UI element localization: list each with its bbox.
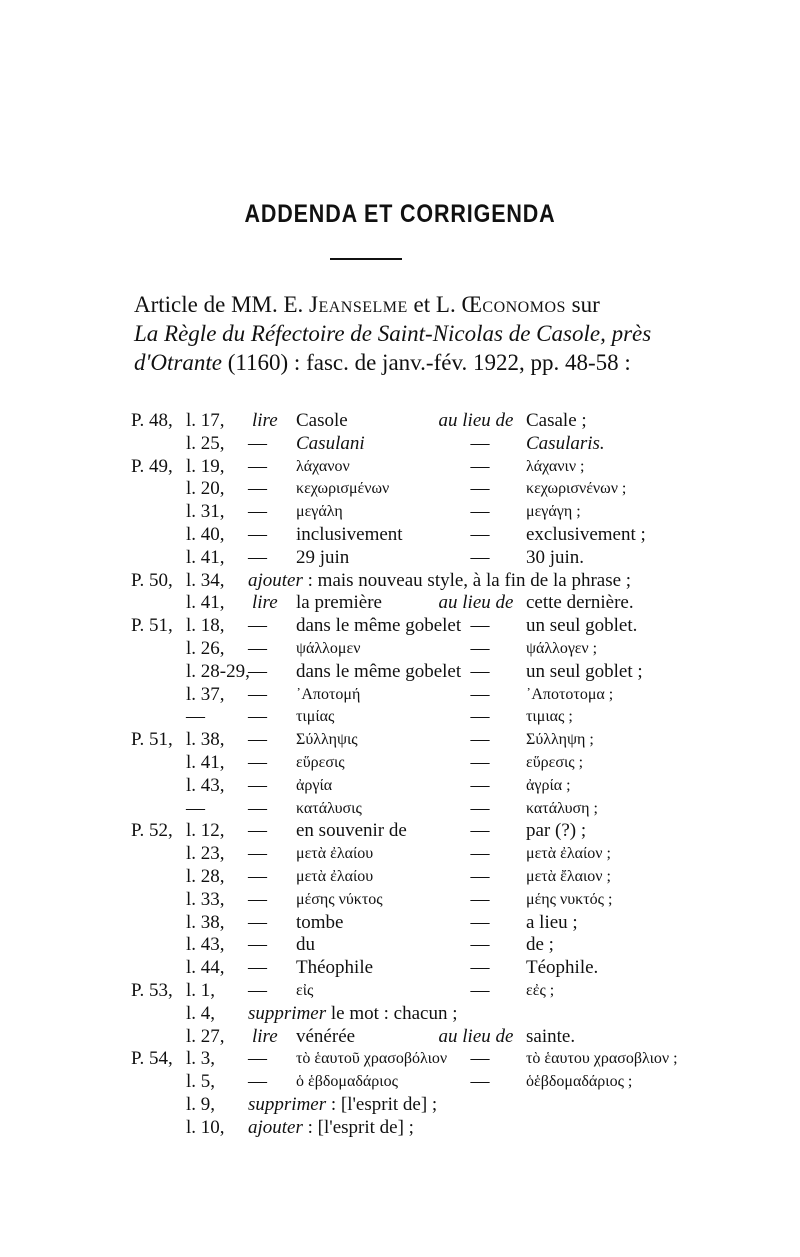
corrigenda-list bbox=[0, 410, 800, 1140]
replacement-text: vénérée bbox=[296, 1025, 356, 1047]
line-ref: l. 12, bbox=[186, 820, 225, 842]
instruction: — bbox=[470, 774, 490, 796]
replacement-text: ἀργία bbox=[296, 776, 333, 794]
instruction: — bbox=[470, 888, 490, 910]
replacement-text: tombe bbox=[296, 911, 344, 933]
line-ref: l. 40, bbox=[186, 523, 225, 545]
instruction: — bbox=[470, 751, 490, 773]
instruction: — bbox=[470, 615, 490, 637]
corrigenda-row bbox=[0, 524, 800, 547]
corrigenda-row bbox=[0, 1003, 800, 1026]
replacement-text: Σύλληψις bbox=[296, 731, 358, 749]
corrigenda-row bbox=[0, 980, 800, 1003]
replacement-text: μεγάλη bbox=[296, 503, 343, 521]
line-ref: l. 37, bbox=[186, 683, 225, 705]
corrigenda-row bbox=[0, 798, 800, 821]
line-ref: l. 41, bbox=[186, 751, 225, 773]
original-text: εὕρεσις ; bbox=[526, 753, 584, 771]
instruction: — bbox=[248, 751, 267, 773]
original-text: un seul goblet. bbox=[526, 615, 638, 637]
original-text: ὁἑβδομαδάριος ; bbox=[526, 1073, 633, 1091]
replacement-text: μέσης νύκτος bbox=[296, 890, 383, 908]
line-ref: l. 44, bbox=[186, 957, 225, 979]
line-ref: — bbox=[186, 797, 205, 819]
corrigenda-row bbox=[0, 570, 800, 593]
line-ref: l. 31, bbox=[186, 501, 225, 523]
corrigenda-row bbox=[0, 752, 800, 775]
instruction: — bbox=[248, 979, 267, 1001]
line-ref: l. 26, bbox=[186, 637, 225, 659]
instruction: — bbox=[470, 501, 490, 523]
instruction: — bbox=[248, 957, 267, 979]
original-text: sainte. bbox=[526, 1025, 576, 1047]
instruction-text: supprimer : [l'esprit de] ; bbox=[248, 1093, 438, 1115]
corrigenda-row bbox=[0, 1026, 800, 1049]
instruction: — bbox=[248, 478, 267, 500]
title-rule bbox=[330, 258, 402, 260]
instruction: — bbox=[248, 797, 267, 819]
instruction: — bbox=[470, 957, 490, 979]
instruction: — bbox=[248, 865, 267, 887]
corrigenda-row bbox=[0, 912, 800, 935]
original-text: κατάλυση ; bbox=[526, 799, 598, 817]
line-ref: l. 1, bbox=[186, 979, 216, 1001]
instruction: — bbox=[248, 934, 267, 956]
instruction: — bbox=[470, 455, 490, 477]
replacement-text: λάχανον bbox=[296, 457, 350, 475]
replacement-text: en souvenir de bbox=[296, 820, 407, 842]
author-name: Jeanselme bbox=[309, 292, 408, 317]
original-text: λάχανιν ; bbox=[526, 457, 585, 475]
line-ref: l. 23, bbox=[186, 843, 225, 865]
instruction: au lieu de bbox=[438, 410, 514, 431]
line-ref: l. 19, bbox=[186, 455, 225, 477]
corrigenda-row bbox=[0, 957, 800, 980]
original-text: par (?) ; bbox=[526, 820, 587, 842]
instruction: — bbox=[248, 911, 267, 933]
instruction: — bbox=[248, 729, 267, 751]
original-text: Casale ; bbox=[526, 410, 587, 431]
corrigenda-row bbox=[0, 410, 800, 433]
instruction: — bbox=[470, 706, 490, 728]
replacement-text: ᾿Αποτομή bbox=[296, 685, 361, 703]
corrigenda-row bbox=[0, 501, 800, 524]
instruction: — bbox=[470, 546, 490, 568]
corrigenda-row bbox=[0, 843, 800, 866]
line-ref: — bbox=[186, 706, 205, 728]
page-ref: P. 54, bbox=[131, 1048, 173, 1070]
corrigenda-row bbox=[0, 820, 800, 843]
corrigenda-row bbox=[0, 934, 800, 957]
instruction: — bbox=[248, 1048, 267, 1070]
line-ref: l. 20, bbox=[186, 478, 225, 500]
replacement-text: ψάλλομεν bbox=[296, 639, 361, 657]
instruction-text: ajouter : [l'esprit de] ; bbox=[248, 1116, 414, 1138]
original-text: un seul goblet ; bbox=[526, 660, 643, 682]
corrigenda-row bbox=[0, 661, 800, 684]
instruction: — bbox=[470, 637, 490, 659]
replacement-text: μετὰ ἐλαίου bbox=[296, 845, 374, 863]
replacement-text: 29 juin bbox=[296, 546, 350, 568]
instruction-text: supprimer le mot : chacun ; bbox=[248, 1002, 458, 1024]
replacement-text: τὸ ἑαυτοῦ χρασοβόλιον bbox=[296, 1050, 448, 1068]
corrigenda-row bbox=[0, 1094, 800, 1117]
replacement-text: ὁ ἑβδομαδάριος bbox=[296, 1073, 398, 1091]
page-ref: P. 51, bbox=[131, 729, 173, 751]
instruction: — bbox=[248, 706, 267, 728]
corrigenda-row bbox=[0, 592, 800, 615]
replacement-text: dans le même gobelet bbox=[296, 615, 462, 637]
replacement-text: Théophile bbox=[296, 957, 374, 979]
line-ref: l. 38, bbox=[186, 729, 225, 751]
corrigenda-row bbox=[0, 684, 800, 707]
corrigenda-row bbox=[0, 638, 800, 661]
corrigenda-row bbox=[0, 1048, 800, 1071]
replacement-text: la première bbox=[296, 592, 382, 614]
intro-text: sur bbox=[565, 292, 600, 317]
line-ref: l. 9, bbox=[186, 1093, 216, 1115]
original-text: exclusivement ; bbox=[526, 523, 646, 545]
instruction: — bbox=[248, 1071, 267, 1093]
instruction: — bbox=[248, 683, 267, 705]
original-text: a lieu ; bbox=[526, 911, 578, 933]
replacement-text: Casole bbox=[296, 410, 348, 431]
instruction-text: ajouter : mais nouveau style, à la fin de la phrase ; bbox=[248, 569, 632, 591]
instruction: — bbox=[248, 615, 267, 637]
instruction: — bbox=[248, 501, 267, 523]
intro-text: et L. bbox=[407, 292, 462, 317]
page-title: ADDENDA ET CORRIGENDA bbox=[244, 200, 556, 228]
line-ref: l. 28, bbox=[186, 865, 225, 887]
replacement-text: εἰς bbox=[296, 981, 314, 999]
author-name: Œconomos bbox=[461, 292, 566, 317]
instruction: — bbox=[470, 729, 490, 751]
replacement-text: Casulani bbox=[296, 432, 365, 454]
replacement-text: κεχωρισμένων bbox=[296, 480, 390, 498]
corrigenda-row bbox=[0, 729, 800, 752]
original-text: Casularis. bbox=[526, 432, 605, 454]
original-text: εἐς ; bbox=[526, 981, 555, 999]
replacement-text: du bbox=[296, 934, 315, 956]
instruction: — bbox=[248, 888, 267, 910]
instruction: — bbox=[470, 934, 490, 956]
corrigenda-row bbox=[0, 889, 800, 912]
original-text: Téophile. bbox=[526, 957, 599, 979]
corrigenda-row bbox=[0, 547, 800, 570]
instruction: — bbox=[470, 432, 490, 454]
corrigenda-row bbox=[0, 706, 800, 729]
instruction: — bbox=[248, 637, 267, 659]
original-text: μετὰ ἔλαιον ; bbox=[526, 867, 611, 885]
replacement-text: εὕρεσις bbox=[296, 753, 345, 771]
page-ref: P. 53, bbox=[131, 979, 173, 1001]
line-ref: l. 18, bbox=[186, 615, 225, 637]
line-ref: l. 43, bbox=[186, 774, 225, 796]
instruction: — bbox=[470, 1071, 490, 1093]
replacement-text: inclusivement bbox=[296, 523, 403, 545]
page-ref: P. 49, bbox=[131, 455, 173, 477]
original-text: μεγάγη ; bbox=[526, 503, 581, 521]
corrigenda-row bbox=[0, 775, 800, 798]
instruction: — bbox=[248, 660, 267, 682]
line-ref: l. 28-29, bbox=[186, 660, 250, 682]
instruction: — bbox=[470, 478, 490, 500]
instruction: — bbox=[470, 979, 490, 1001]
instruction: — bbox=[470, 797, 490, 819]
original-text: ᾿Αποτοτομα ; bbox=[526, 685, 614, 703]
line-ref: l. 41, bbox=[186, 546, 225, 568]
instruction: lire bbox=[252, 410, 278, 431]
instruction: — bbox=[248, 432, 267, 454]
original-text: μετὰ ἐλαίον ; bbox=[526, 845, 611, 863]
corrigenda-row bbox=[0, 1117, 800, 1140]
work-title: La Règle du Réfectoire de Saint-Nicolas de Casole, près d'Otrante bbox=[134, 321, 652, 375]
original-text: τιμιας ; bbox=[526, 708, 573, 726]
page-ref: P. 52, bbox=[131, 820, 173, 842]
line-ref: l. 10, bbox=[186, 1116, 225, 1138]
instruction: — bbox=[470, 683, 490, 705]
page-ref: P. 51, bbox=[131, 615, 173, 637]
line-ref: l. 3, bbox=[186, 1048, 216, 1070]
line-ref: l. 4, bbox=[186, 1002, 216, 1024]
instruction: — bbox=[470, 523, 490, 545]
original-text: de ; bbox=[526, 934, 554, 956]
line-ref: l. 43, bbox=[186, 934, 225, 956]
corrigenda-row bbox=[0, 456, 800, 479]
original-text: ψάλλογεν ; bbox=[526, 639, 598, 657]
line-ref: l. 17, bbox=[186, 410, 225, 431]
instruction: — bbox=[470, 820, 490, 842]
instruction: — bbox=[470, 911, 490, 933]
line-ref: l. 25, bbox=[186, 432, 225, 454]
corrigenda-row bbox=[0, 433, 800, 456]
original-text: κεχωρισνένων ; bbox=[526, 480, 627, 498]
line-ref: l. 41, bbox=[186, 592, 225, 614]
line-ref: l. 38, bbox=[186, 911, 225, 933]
instruction: — bbox=[248, 523, 267, 545]
line-ref: l. 5, bbox=[186, 1071, 216, 1093]
corrigenda-row bbox=[0, 1071, 800, 1094]
instruction: lire bbox=[252, 592, 278, 614]
instruction: — bbox=[470, 1048, 490, 1070]
original-text: ἀγρία ; bbox=[526, 776, 571, 794]
intro-paragraph bbox=[134, 290, 674, 377]
instruction: lire bbox=[252, 1025, 278, 1047]
corrigenda-row bbox=[0, 478, 800, 501]
original-text: 30 juin. bbox=[526, 546, 585, 568]
original-text: μέης νυκτός ; bbox=[526, 890, 613, 908]
instruction: — bbox=[470, 865, 490, 887]
corrigenda-row bbox=[0, 866, 800, 889]
intro-text: (1160) : fasc. de janv.-fév. 1922, pp. 48-58 : bbox=[221, 350, 631, 375]
line-ref: l. 27, bbox=[186, 1025, 225, 1047]
instruction: au lieu de bbox=[438, 592, 514, 614]
original-text: cette dernière. bbox=[526, 592, 634, 614]
intro-text: Article de MM. E. bbox=[134, 292, 310, 317]
instruction: — bbox=[248, 455, 267, 477]
original-text: τὸ ἑαυτου χρασοβλιον ; bbox=[526, 1050, 678, 1068]
instruction: — bbox=[248, 774, 267, 796]
replacement-text: μετὰ ἐλαίου bbox=[296, 867, 374, 885]
instruction: — bbox=[470, 843, 490, 865]
line-ref: l. 34, bbox=[186, 569, 225, 591]
replacement-text: τιμίας bbox=[296, 708, 335, 726]
page-ref: P. 50, bbox=[131, 569, 173, 591]
instruction: au lieu de bbox=[438, 1025, 514, 1047]
instruction: — bbox=[470, 660, 490, 682]
instruction: — bbox=[248, 843, 267, 865]
instruction: — bbox=[248, 546, 267, 568]
original-text: Σύλληψη ; bbox=[526, 731, 594, 749]
line-ref: l. 33, bbox=[186, 888, 225, 910]
corrigenda-row bbox=[0, 615, 800, 638]
replacement-text: dans le même gobelet bbox=[296, 660, 462, 682]
replacement-text: κατάλυσις bbox=[296, 799, 362, 817]
instruction: — bbox=[248, 820, 267, 842]
page-ref: P. 48, bbox=[131, 410, 173, 431]
